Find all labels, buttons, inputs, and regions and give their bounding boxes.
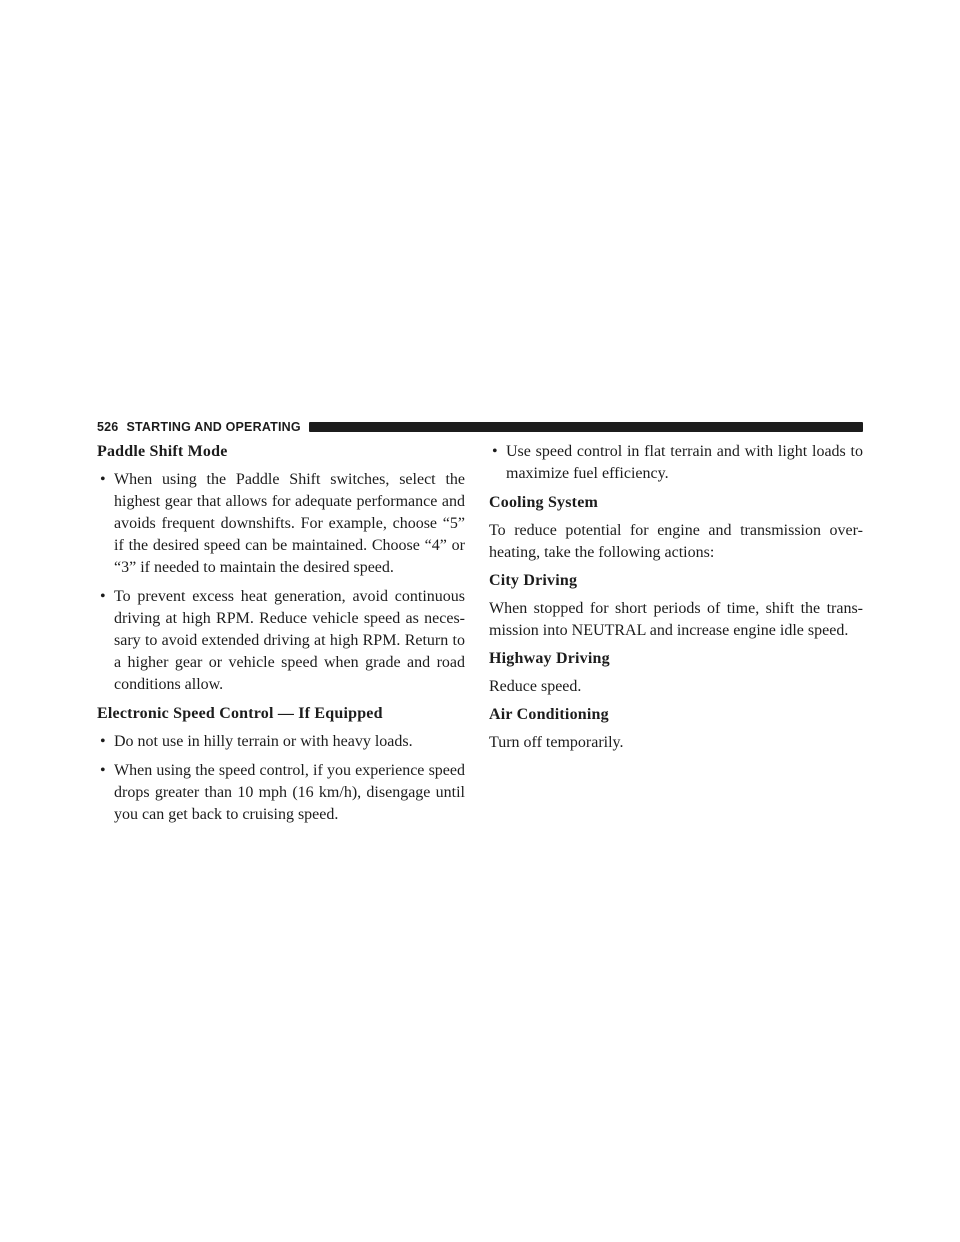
city-driving-text: When stopped for short periods of time, shift the trans-mission into NEUTRAL and increase engine idle speed. xyxy=(489,600,863,639)
highway-driving-text: Reduce speed. xyxy=(489,678,582,695)
paddle-shift-list xyxy=(97,469,465,696)
bullet-icon: • xyxy=(492,443,498,460)
heading-air-conditioning: Air Conditioning xyxy=(489,706,609,723)
left-column xyxy=(97,441,465,833)
heading-highway-driving: Highway Driving xyxy=(489,650,610,667)
right-column xyxy=(489,441,863,760)
list-item-text: To prevent excess heat generation, avoid continuous driving at high RPM. Reduce vehicle speed as neces-sary to avoid extended driving at high RPM. Return to a higher gear or vehicle speed when grade and road conditions allow. xyxy=(114,588,465,693)
list-item-text: Do not use in hilly terrain or with heavy loads. xyxy=(114,733,413,750)
list-item xyxy=(97,469,465,579)
page-header xyxy=(97,419,863,435)
list-item xyxy=(97,731,465,753)
list-item-text: When using the speed control, if you experience speed drops greater than 10 mph (16 km/h), disengage until you can get back to cruising speed. xyxy=(114,762,465,823)
header-rule xyxy=(309,422,863,432)
page-number: 526 xyxy=(97,420,119,434)
heading-cooling-system: Cooling System xyxy=(489,494,599,511)
bullet-icon: • xyxy=(100,762,106,779)
heading-city-driving: City Driving xyxy=(489,572,578,589)
air-conditioning-text: Turn off temporarily. xyxy=(489,734,624,751)
list-item xyxy=(489,441,863,485)
speed-control-list-continued xyxy=(489,441,863,485)
list-item-text: Use speed control in flat terrain and with light loads to maximize fuel efficiency. xyxy=(506,443,863,482)
bullet-icon: • xyxy=(100,588,106,605)
list-item xyxy=(97,586,465,696)
bullet-icon: • xyxy=(100,471,106,488)
section-title: STARTING AND OPERATING xyxy=(126,420,301,434)
list-item xyxy=(97,760,465,826)
speed-control-list xyxy=(97,731,465,826)
bullet-icon: • xyxy=(100,733,106,750)
cooling-system-text: To reduce potential for engine and transmission over-heating, take the following actions: xyxy=(489,522,863,561)
heading-paddle-shift-mode: Paddle Shift Mode xyxy=(97,443,228,460)
heading-electronic-speed-control: Electronic Speed Control — If Equipped xyxy=(97,705,383,722)
list-item-text: When using the Paddle Shift switches, select the highest gear that allows for adequate performance and avoids frequent downshifts. For example, choose “5” if the desired speed can be maintained. Choose “4” or “3” if needed to maintain the desired speed. xyxy=(114,471,465,576)
